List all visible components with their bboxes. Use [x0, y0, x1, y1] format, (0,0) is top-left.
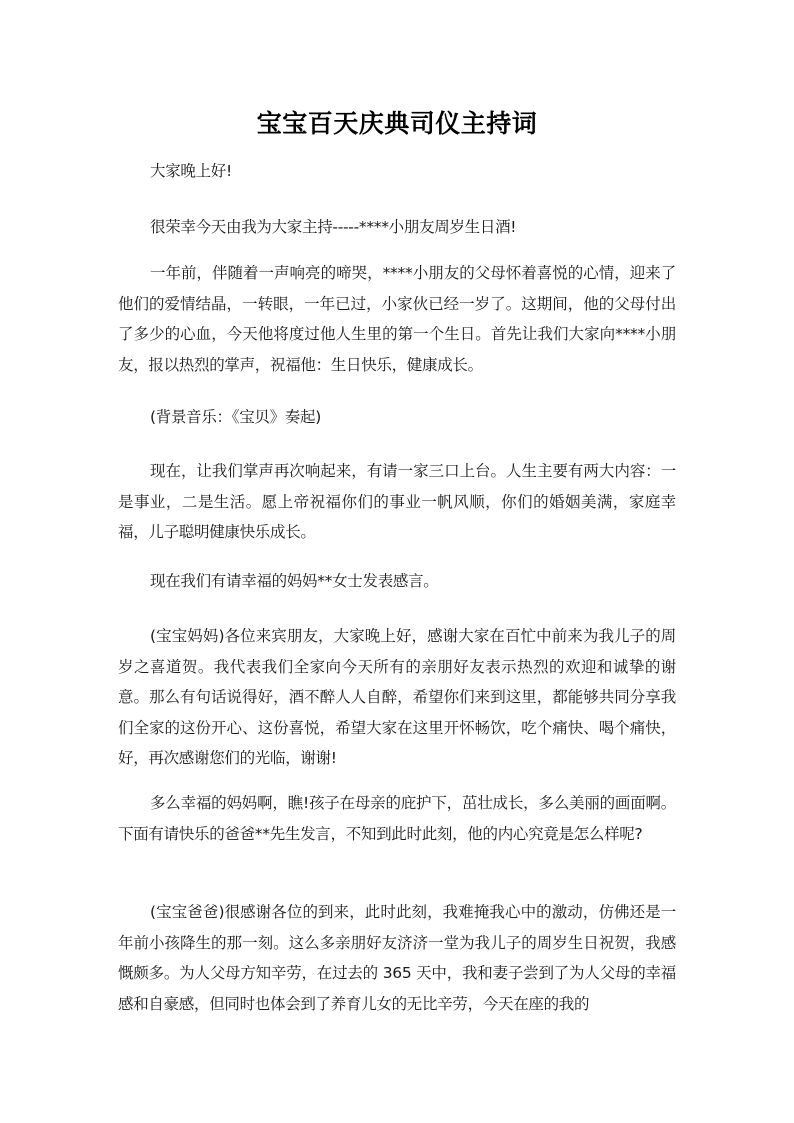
paragraph-mother-speech: (宝宝妈妈)各位来宾朋友，大家晚上好，感谢大家在百忙中前来为我儿子的周岁之喜道贺。我代表我们全家向今天所有的亲朋好友表示热烈的欢迎和诚挚的谢意。那么有句话说得好，酒不醉人人自醉，希望你们来到这里，都能够共同分享我们全家的这份开心、这份喜悦，希望大家在这里开怀畅饮，吃个痛快、喝个痛快，好，再次感谢您们的光临，谢谢!: [118, 627, 676, 767]
paragraph-one-year-ago: 一年前，伴随着一声响亮的啼哭，****小朋友的父母怀着喜悦的心情，迎来了他们的爱情结晶，一转眼，一年已过，小家伙已经一岁了。这期间，他的父母付出了多少的心血，今天他将度过他人生里的第一个生日。首先让我们大家向****小朋友，报以热烈的掌声，祝福他：生日快乐，健康成长。: [118, 264, 676, 374]
paragraph-invite-mother: 现在我们有请幸福的妈妈**女士发表感言。: [150, 572, 439, 590]
paragraph-background-music: (背景音乐：《宝贝》奏起): [150, 408, 321, 426]
paragraph-greeting: 大家晚上好!: [150, 162, 232, 180]
paragraph-family-on-stage: 现在，让我们掌声再次响起来，有请一家三口上台。人生主要有两大内容：一是事业，二是生活。愿上帝祝福你们的事业一帆风顺，你们的婚姻美满，家庭幸福，儿子聪明健康快乐成长。: [118, 462, 676, 541]
document-title: 宝宝百天庆典司仪主持词: [256, 109, 538, 138]
paragraph-intro: 很荣幸今天由我为大家主持-----****小朋友周岁生日酒!: [150, 218, 517, 236]
paragraph-father-speech: (宝宝爸爸)很感谢各位的到来，此时此刻，我难掩我心中的激动，仿佛还是一年前小孩降生的那一刻。这么多亲朋好友济济一堂为我儿子的周岁生日祝贺，我感慨颇多。为人父母方知辛劳，在过去的 365 天中，我和妻子尝到了为人父母的幸福感和自豪感，但同时也体会到了养育儿女的无比辛劳，今天在座的我的: [118, 903, 676, 1013]
paragraph-invite-father: 多么幸福的妈妈啊，瞧!孩子在母亲的庇护下，茁壮成长，多么美丽的画面啊。下面有请快乐的爸爸**先生发言，不知到此时此刻，他的内心究竟是怎么样呢?: [118, 794, 676, 843]
